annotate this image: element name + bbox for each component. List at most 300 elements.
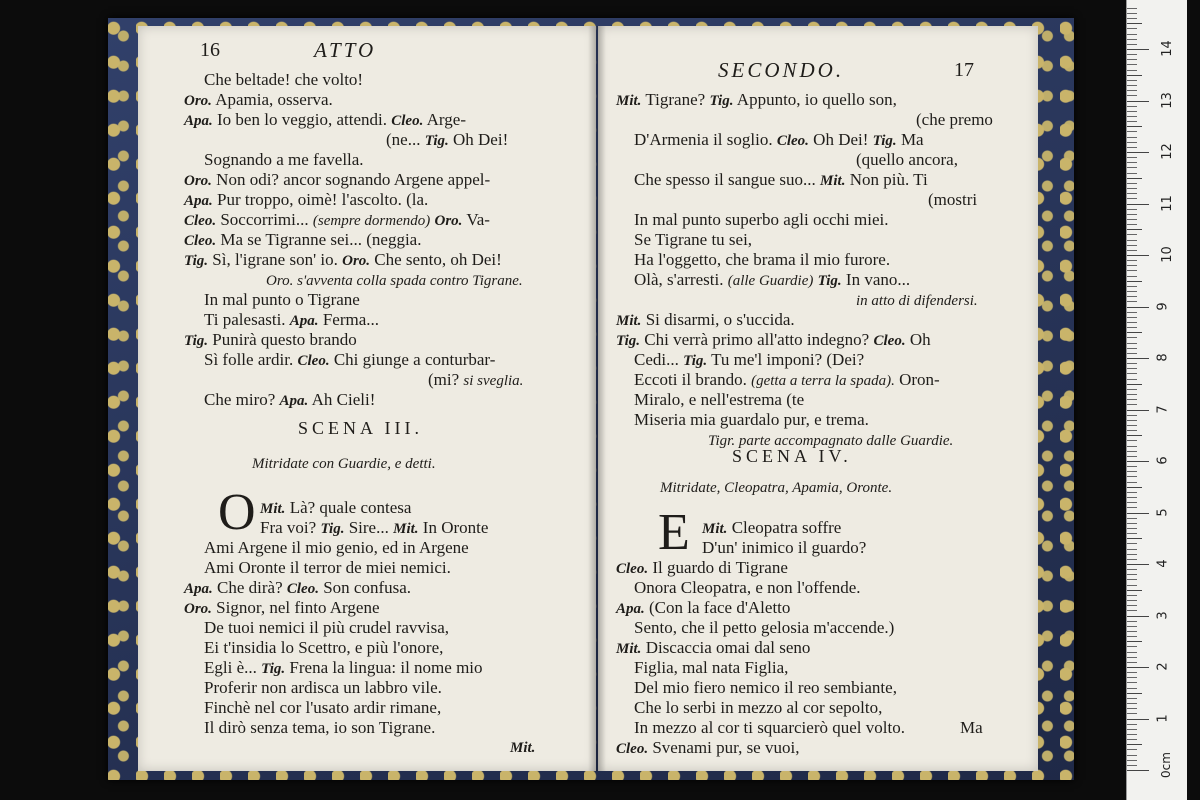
ruler-tick: [1127, 749, 1137, 750]
ruler-tick: [1127, 137, 1137, 138]
ruler-tick: [1127, 173, 1137, 174]
verse-line: [204, 698, 441, 718]
verse-line: [634, 130, 924, 151]
ruler-tick: [1127, 332, 1142, 333]
ruler-tick: [1127, 554, 1137, 555]
speaker-label: Apa.: [616, 601, 645, 617]
ruler-tick: [1127, 399, 1137, 400]
ruler-tick: [1127, 698, 1137, 699]
speaker-label: Tig.: [184, 253, 209, 269]
verse-text: Arge-: [426, 110, 466, 129]
verse-line: [616, 738, 799, 759]
verse-text: In mal punto o Tigrane: [204, 290, 360, 309]
verse-line: [386, 130, 508, 151]
verse-text: Signor, nel finto Argene: [216, 598, 380, 617]
ruler-cm-label: 4: [1155, 559, 1171, 568]
ruler-tick: [1127, 585, 1137, 586]
page-number: 16: [200, 39, 220, 61]
ruler-tick: [1127, 59, 1137, 60]
ruler-tick: [1127, 312, 1137, 313]
verse-line: [634, 658, 788, 678]
ruler-tick: [1127, 579, 1137, 580]
catchword: Ma: [960, 718, 983, 737]
ruler-tick: [1127, 446, 1137, 447]
verse-line: [204, 618, 449, 638]
ruler-tick: [1127, 270, 1137, 271]
verse-text: In mal punto superbo agli occhi miei.: [634, 210, 889, 229]
stage-direction: Oro. s'avventa colla spada contro Tigrane.: [266, 273, 523, 289]
verse-text: Che sento, oh Dei!: [374, 250, 502, 269]
verse-text: Il dirò senza tema, io son Tigrane.: [204, 718, 436, 737]
verse-line: [204, 390, 375, 411]
verse-line: [204, 638, 443, 658]
scene-title: SCENA III.: [298, 418, 423, 438]
ruler-tick: [1127, 373, 1137, 374]
speaker-label: Cleo.: [286, 581, 319, 597]
ruler-tick: [1127, 255, 1149, 256]
ruler-tick: [1127, 770, 1149, 771]
verse-text: De tuoi nemici il più crudel ravvisa,: [204, 618, 450, 637]
ruler-tick: [1127, 755, 1137, 756]
verse-line: [634, 618, 894, 638]
ruler-tick: [1127, 410, 1149, 411]
speaker-label: Apa.: [184, 193, 213, 209]
ruler-tick: [1127, 34, 1137, 35]
verse-line: [184, 190, 428, 211]
ruler-tick: [1127, 23, 1142, 24]
speaker-label: Tig.: [320, 521, 345, 537]
verse-line: [184, 598, 380, 619]
speaker-label: Cleo.: [776, 133, 809, 149]
ruler-tick: [1127, 616, 1149, 617]
ruler-tick: [1127, 657, 1137, 658]
verse-text: Ma: [900, 130, 924, 149]
verse-line: [634, 698, 882, 718]
stage-direction: (sempre dormendo): [312, 213, 431, 229]
ruler-tick: [1127, 224, 1137, 225]
ruler-tick: [1127, 353, 1137, 354]
ruler-tick: [1127, 121, 1137, 122]
verse-text: Frena la lingua: il nome mio: [289, 658, 483, 677]
stage-direction: (alle Guardie): [727, 273, 814, 289]
ruler-tick: [1127, 456, 1137, 457]
verse-text: Sognando a me favella.: [204, 150, 364, 169]
verse-line: [616, 638, 810, 659]
verse-line: [260, 498, 411, 519]
ruler-tick: [1127, 605, 1137, 606]
ruler-tick: [1127, 724, 1137, 725]
verse-line: [428, 370, 523, 391]
speaker-label: Tig.: [184, 333, 209, 349]
ruler-tick: [1127, 492, 1137, 493]
left-page-text: [138, 26, 596, 771]
ruler-tick: [1127, 204, 1149, 205]
verse-line: [260, 518, 488, 539]
verse-line: [204, 290, 360, 310]
speaker-label: Tig.: [424, 133, 449, 149]
verse-line: [204, 70, 363, 90]
ruler-tick: [1127, 348, 1137, 349]
verse-line: [634, 390, 804, 410]
ruler-tick: [1127, 404, 1137, 405]
ruler-tick: [1127, 760, 1137, 761]
verse-text: Tigrane?: [645, 90, 706, 109]
verse-text: Là? quale contesa: [289, 498, 412, 517]
ruler-tick: [1127, 734, 1137, 735]
right-page: [598, 26, 1038, 771]
verse-text: Fra voi?: [260, 518, 317, 537]
verse-text: Ti palesasti.: [204, 310, 286, 329]
verse-text: Cleopatra soffre: [731, 518, 842, 537]
verse-text: Chi verrà primo all'atto indegno?: [644, 330, 870, 349]
verse-text: Soccorrimi...: [220, 210, 309, 229]
stage-direction: in atto di difendersi.: [856, 293, 978, 309]
verse-text: Del mio fiero nemico il reo sembiante,: [634, 678, 897, 697]
ruler-tick: [1127, 214, 1137, 215]
ruler-tick: [1127, 234, 1137, 235]
verse-text: Se Tigrane tu sei,: [634, 230, 753, 249]
ruler-tick: [1127, 8, 1137, 9]
ruler-cm-label: 10: [1159, 246, 1175, 263]
speaker-label: Cleo.: [873, 333, 906, 349]
ruler-tick: [1127, 343, 1137, 344]
scene-title: SCENA IV.: [732, 446, 852, 466]
speaker-label: Cleo.: [391, 113, 424, 129]
verse-line: [184, 250, 502, 271]
verse-text: (quello ancora,: [856, 150, 958, 169]
ruler-tick: [1127, 250, 1137, 251]
ruler-tick: [1127, 430, 1137, 431]
ruler-tick: [1127, 260, 1137, 261]
ruler-tick: [1127, 126, 1142, 127]
verse-line: [204, 558, 451, 578]
ruler-tick: [1127, 209, 1137, 210]
verse-line: [634, 678, 897, 698]
ruler-tick: [1127, 420, 1137, 421]
speaker-label: Tig.: [709, 93, 734, 109]
verse-text: Si disarmi, o s'uccida.: [645, 310, 795, 329]
ruler-tick: [1127, 229, 1142, 230]
verse-text: Appunto, io quello son,: [736, 90, 897, 109]
speaker-label: Tig.: [872, 133, 897, 149]
ruler-tick: [1127, 111, 1137, 112]
ruler-cm-label: 6: [1155, 456, 1171, 465]
verse-text: Punirà questo brando: [212, 330, 357, 349]
speaker-label: Mit.: [616, 313, 642, 329]
ruler-tick: [1127, 739, 1137, 740]
ruler-tick: [1127, 64, 1137, 65]
speaker-label: Cleo.: [616, 561, 649, 577]
ruler-cm-label: 5: [1155, 507, 1171, 517]
verse-text: Sì folle ardir.: [204, 350, 294, 369]
verse-line: [616, 598, 790, 619]
verse-text: Proferir non ardisca un labbro vile.: [204, 678, 442, 697]
ruler-tick: [1127, 662, 1137, 663]
speaker-label: Cleo.: [184, 213, 217, 229]
ruler-tick: [1127, 513, 1149, 514]
verse-line: [204, 538, 469, 558]
speaker-label: Oro.: [184, 93, 212, 109]
verse-text: Chi giunge a conturbar-: [333, 350, 496, 369]
speaker-label: Mit.: [616, 641, 642, 657]
verse-line: [184, 110, 466, 131]
ruler-tick: [1127, 574, 1137, 575]
verse-line: [204, 350, 495, 371]
ruler-cm-label: 13: [1159, 91, 1175, 109]
ruler-tick: [1127, 317, 1137, 318]
ruler-tick: [1127, 549, 1137, 550]
verse-text: Pur troppo, oimè! l'ascolto. (la.: [217, 190, 429, 209]
ruler-tick: [1127, 322, 1137, 323]
verse-text: (mi?: [428, 370, 460, 389]
ruler-cm-label: 8: [1155, 353, 1171, 362]
ruler-tick: [1127, 528, 1137, 529]
ruler-tick: [1127, 610, 1137, 611]
left-page: [138, 26, 596, 771]
ruler-tick: [1127, 142, 1137, 143]
verse-text: Va-: [466, 210, 490, 229]
ruler-tick: [1127, 435, 1142, 436]
speaker-label: Oro.: [434, 213, 463, 229]
ruler-tick: [1127, 415, 1137, 416]
verse-text: Che lo serbi in mezzo al cor sepolto,: [634, 698, 883, 717]
ruler-tick: [1127, 440, 1137, 441]
verse-text: Oh: [909, 330, 931, 349]
ruler-tick: [1127, 368, 1137, 369]
ruler-tick: [1127, 49, 1149, 50]
speaker-label: Oro.: [342, 253, 371, 269]
verse-text: Non più. Ti: [849, 170, 928, 189]
ruler-cm-label: 7: [1155, 404, 1171, 414]
ruler-tick: [1127, 157, 1137, 158]
ruler-tick: [1127, 265, 1137, 266]
verse-text: D'Armenia il soglio.: [634, 130, 773, 149]
verse-line: [856, 150, 958, 170]
verse-text: Io ben lo veggio, attendi.: [217, 110, 387, 129]
ruler-tick: [1127, 44, 1137, 45]
verse-text: Il guardo di Tigrane: [652, 558, 788, 577]
ruler-cm-label: 2: [1155, 662, 1171, 671]
verse-text: Oh Dei!: [453, 130, 509, 149]
verse-line: [204, 310, 379, 331]
ruler-tick: [1127, 80, 1137, 81]
ruler-tick: [1127, 75, 1142, 76]
ruler-tick: [1127, 590, 1142, 591]
ruler-tick: [1127, 482, 1137, 483]
verse-text: Miseria mia guardalo pur, e trema.: [634, 410, 869, 429]
ruler-tick: [1127, 39, 1137, 40]
verse-line: [634, 270, 910, 291]
scene-characters: Mitridate con Guardie, e detti.: [252, 456, 436, 472]
verse-text: Olà, s'arresti.: [634, 270, 724, 289]
ruler-tick: [1127, 518, 1137, 519]
ruler-tick: [1127, 301, 1137, 302]
verse-line: [634, 370, 940, 391]
speaker-label: Apa.: [184, 581, 213, 597]
ruler-tick: [1127, 600, 1137, 601]
ruler-tick: [1127, 363, 1137, 364]
speaker-label: Mit.: [393, 521, 419, 537]
ruler-tick: [1127, 188, 1137, 189]
ruler-tick: [1127, 708, 1137, 709]
ruler-tick: [1127, 677, 1137, 678]
verse-line: [928, 190, 977, 210]
ruler-tick: [1127, 564, 1149, 565]
ruler-tick: [1127, 621, 1137, 622]
verse-line: [184, 330, 357, 351]
page-number: 17: [954, 59, 974, 81]
ruler-tick: [1127, 451, 1137, 452]
verse-text: Onora Cleopatra, e non l'offende.: [634, 578, 861, 597]
ruler-tick: [1127, 538, 1142, 539]
ruler-tick: [1127, 147, 1137, 148]
ruler-cm-label: 12: [1159, 143, 1175, 160]
verse-line: [616, 558, 788, 579]
ruler-tick: [1127, 703, 1137, 704]
stage-direction: (getta a terra la spada).: [751, 373, 895, 389]
ruler-tick: [1127, 240, 1137, 241]
verse-text: Ami Oronte il terror de miei nemici.: [204, 558, 451, 577]
ruler-cm-label: 9: [1155, 301, 1171, 311]
ruler-tick: [1127, 559, 1137, 560]
ruler-tick: [1127, 167, 1137, 168]
ruler-tick: [1127, 28, 1137, 29]
ruler-tick: [1127, 729, 1137, 730]
verse-line: [204, 678, 442, 698]
ruler-tick: [1127, 713, 1137, 714]
ruler-tick: [1127, 307, 1149, 308]
verse-text: (che premo: [916, 110, 993, 129]
ruler-tick: [1127, 54, 1137, 55]
verse-text: Ei t'insidia lo Scettro, e più l'onore,: [204, 638, 444, 657]
ruler-cm-label: 14: [1159, 40, 1175, 57]
stage-direction: si sveglia.: [463, 373, 524, 389]
speaker-label: Cleo.: [184, 233, 217, 249]
ruler-tick: [1127, 193, 1137, 194]
running-header: ATTO: [314, 38, 377, 62]
verse-text: Svenami pur, se vuoi,: [652, 738, 800, 757]
verse-text: (ne...: [386, 130, 421, 149]
verse-text: Ah Cieli!: [311, 390, 376, 409]
verse-text: Tu me'l imponi? (Dei?: [711, 350, 865, 369]
ruler-tick: [1127, 631, 1137, 632]
verse-text: Che spesso il sangue suo...: [634, 170, 816, 189]
verse-line: [634, 250, 890, 270]
verse-line: [616, 310, 795, 331]
ruler-tick: [1127, 379, 1137, 380]
ruler-tick: [1127, 327, 1137, 328]
verse-text: Che miro?: [204, 390, 276, 409]
ruler-cm-label: 3: [1155, 610, 1171, 620]
ruler-tick: [1127, 497, 1137, 498]
ruler-tick: [1127, 70, 1137, 71]
verse-text: Finchè nel cor l'usato ardir rimane,: [204, 698, 442, 717]
verse-text: Oron-: [899, 370, 940, 389]
ruler-tick: [1127, 466, 1137, 467]
verse-line: [616, 330, 931, 351]
ruler-tick: [1127, 106, 1137, 107]
ruler-tick: [1127, 183, 1137, 184]
ruler-tick: [1127, 688, 1137, 689]
ruler-tick: [1127, 744, 1142, 745]
speaker-label: Mit.: [820, 173, 846, 189]
verse-text: Discaccia omai dal seno: [645, 638, 811, 657]
verse-line: [634, 718, 905, 738]
speaker-label: Apa.: [289, 313, 319, 329]
verse-text: Ma se Tigranne sei... (neggia.: [220, 230, 422, 249]
ruler-tick: [1127, 152, 1149, 153]
verse-line: [184, 90, 333, 111]
ruler-tick: [1127, 281, 1142, 282]
ruler-tick: [1127, 523, 1137, 524]
verse-line: [634, 578, 861, 598]
ruler-tick: [1127, 131, 1137, 132]
ruler-tick: [1127, 178, 1142, 179]
speaker-label: Apa.: [184, 113, 213, 129]
ruler-tick: [1127, 291, 1137, 292]
ruler-tick: [1127, 198, 1137, 199]
ruler-tick: [1127, 18, 1137, 19]
ruler-tick: [1127, 425, 1137, 426]
verse-text: Apamia, osserva.: [215, 90, 333, 109]
ruler-tick: [1127, 672, 1137, 673]
verse-line: [204, 150, 364, 170]
ruler-tick: [1127, 652, 1137, 653]
ruler-tick: [1127, 682, 1137, 683]
ruler-tick: [1127, 162, 1137, 163]
ruler-tick: [1127, 13, 1137, 14]
verse-text: D'un' inimico il guardo?: [702, 538, 867, 557]
speaker-label: Tig.: [683, 353, 708, 369]
ruler-tick: [1127, 384, 1142, 385]
verse-text: In mezzo al cor ti squarcierò quel volto.: [634, 718, 905, 737]
verse-text: Ferma...: [322, 310, 379, 329]
verse-text: Sì, l'igrane son' io.: [212, 250, 338, 269]
verse-text: Sento, che il petto gelosia m'accende.): [634, 618, 895, 637]
verse-text: In vano...: [845, 270, 911, 289]
verse-text: Son confusa.: [323, 578, 412, 597]
ruler-tick: [1127, 85, 1137, 86]
verse-line: [634, 170, 928, 191]
speaker-label: Cleo.: [616, 741, 649, 757]
ruler-tick: [1127, 245, 1137, 246]
verse-text: Egli è...: [204, 658, 257, 677]
verse-line: [634, 410, 869, 430]
ruler-tick: [1127, 693, 1142, 694]
verse-line: [616, 90, 897, 111]
ruler-tick: [1127, 461, 1149, 462]
speaker-label: Mit.: [702, 521, 728, 537]
ruler-tick: [1127, 502, 1137, 503]
verse-line: [184, 230, 421, 251]
verse-line: [204, 718, 435, 738]
ruler-tick: [1127, 543, 1137, 544]
ruler-tick: [1127, 296, 1137, 297]
drop-capital: E: [658, 504, 690, 561]
book-gutter: [588, 26, 606, 771]
speaker-label: Mit.: [616, 93, 642, 109]
ruler-unit-label: 0cm: [1158, 752, 1173, 778]
catchword: Mit.: [510, 740, 536, 756]
verse-line: [184, 210, 490, 231]
ruler-tick: [1127, 765, 1137, 766]
ruler-tick: [1127, 337, 1137, 338]
speaker-label: Mit.: [260, 501, 286, 517]
ruler-tick: [1127, 358, 1149, 359]
drop-capital: O: [218, 484, 256, 541]
ruler-tick: [1127, 394, 1137, 395]
ruler-tick: [1127, 569, 1137, 570]
